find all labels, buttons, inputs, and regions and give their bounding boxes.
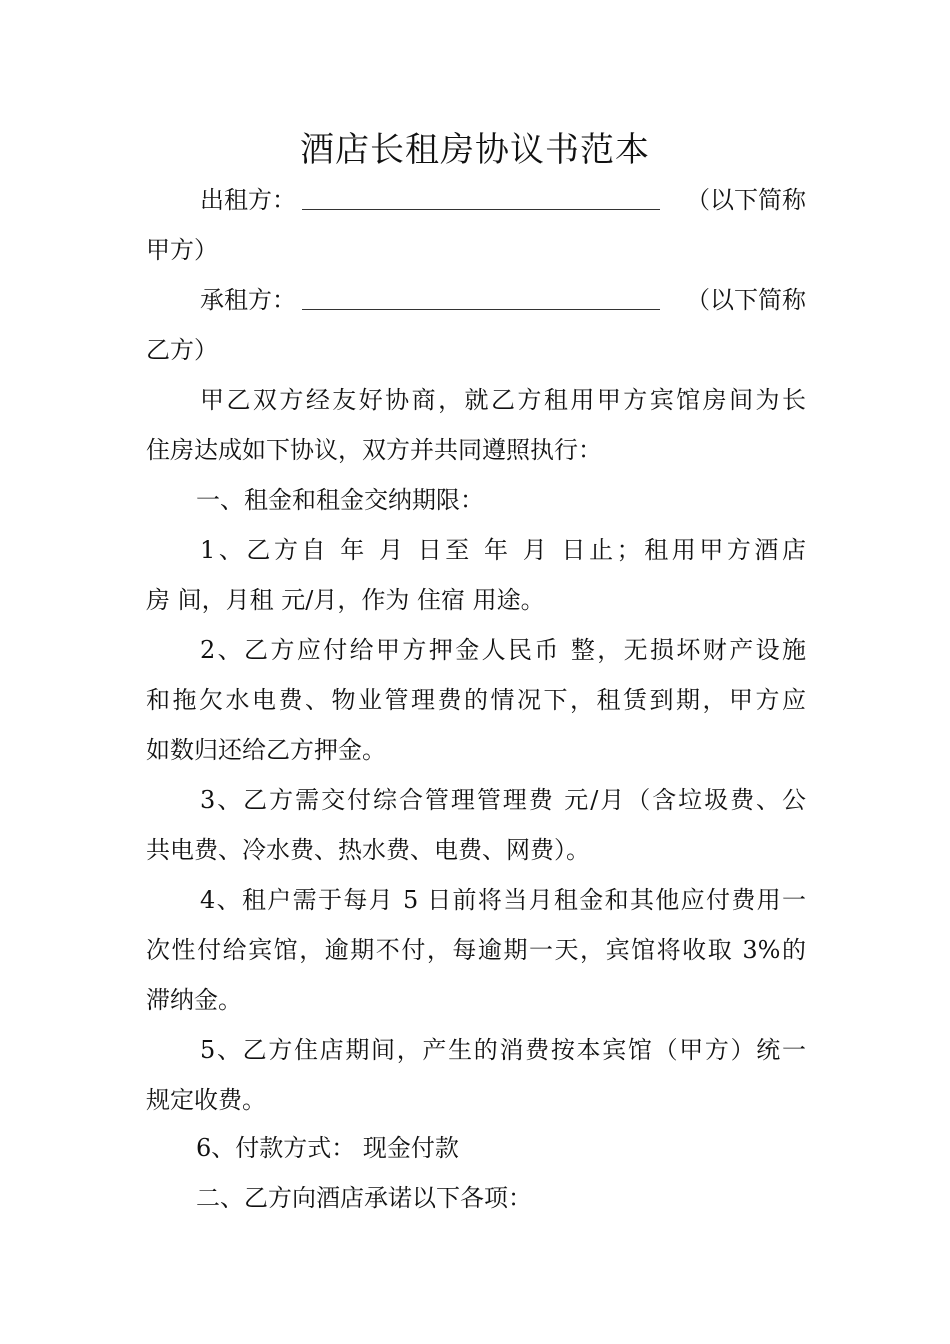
lessee-line (200, 280, 666, 320)
item-2-line-1: 2、乙方应付给甲方押金人民币 整，无损坏财产设施 (200, 636, 806, 664)
item-4-line-1: 4、租户需于每月 5 日前将当月租金和其他应付费用一 (200, 886, 806, 914)
item-1-line-1: 1、乙方自 年 月 日至 年 月 日止；租用甲方酒店 (200, 536, 806, 564)
item-5-line-2: 规定收费。 (146, 1086, 266, 1114)
lessor-label: 出租方： (200, 186, 296, 214)
lessor-wrap: 甲方） (146, 236, 218, 264)
lessee-label: 承租方： (200, 286, 296, 314)
lessee-wrap: 乙方） (146, 336, 218, 364)
item-6: 6、付款方式： 现金付款 (196, 1134, 459, 1162)
intro-line-1: 甲乙双方经友好协商，就乙方租用甲方宾馆房间为长 (200, 386, 806, 414)
lessee-suffix: （以下简称 (686, 286, 806, 314)
item-3-line-2: 共电费、冷水费、热水费、电费、网费）。 (146, 836, 590, 864)
item-3-line-1: 3、乙方需交付综合管理管理费 元/月（含垃圾费、公 (200, 786, 806, 814)
item-4-line-2: 次性付给宾馆，逾期不付，每逾期一天，宾馆将收取 3%的 (146, 936, 806, 964)
lessee-blank (302, 285, 660, 310)
document-title: 酒店长租房协议书范本 (300, 130, 650, 170)
section-1-heading: 一、租金和租金交纳期限： (196, 486, 484, 514)
intro-line-2: 住房达成如下协议，双方并共同遵照执行： (146, 436, 602, 464)
section-2-heading: 二、乙方向酒店承诺以下各项： (196, 1184, 532, 1212)
lessor-line (200, 180, 666, 220)
lessor-blank (302, 185, 660, 210)
lessor-suffix: （以下简称 (686, 186, 806, 214)
item-4-line-3: 滞纳金。 (146, 986, 242, 1014)
item-2-line-3: 如数归还给乙方押金。 (146, 736, 386, 764)
item-2-line-2: 和拖欠水电费、物业管理费的情况下，租赁到期，甲方应 (146, 686, 806, 714)
item-1-line-2: 房 间，月租 元/月，作为 住宿 用途。 (146, 586, 545, 614)
item-5-line-1: 5、乙方住店期间，产生的消费按本宾馆（甲方）统一 (200, 1036, 806, 1064)
